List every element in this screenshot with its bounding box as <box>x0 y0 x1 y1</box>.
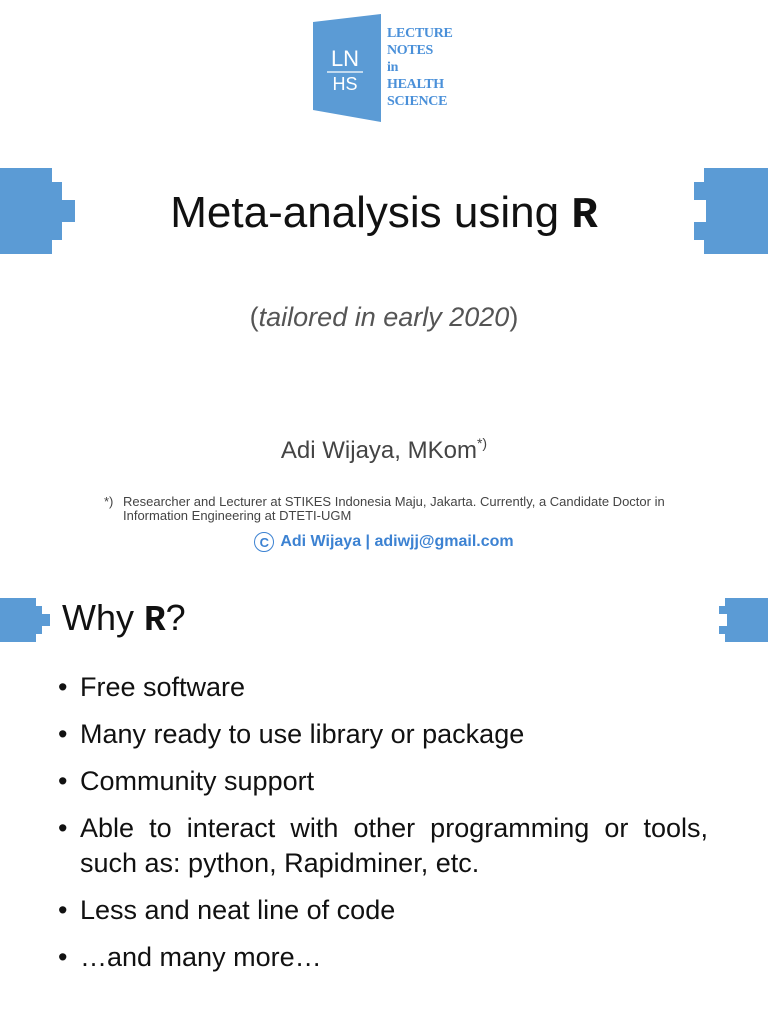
logo-line: NOTES <box>387 43 433 58</box>
list-item-text: Able to interact with other programming or tools, such as: python, Rapidminer, etc. <box>80 813 708 878</box>
logo-icon <box>313 14 383 122</box>
heading-prefix: Why <box>62 597 145 638</box>
footnote <box>104 495 684 523</box>
logo-line: SCIENCE <box>387 94 448 109</box>
logo-line: in <box>387 60 399 75</box>
logo-line: LECTURE <box>387 26 453 41</box>
subtitle-text: tailored in early 2020 <box>258 302 510 332</box>
list-item <box>58 893 708 928</box>
left-tab-decoration-small <box>0 598 50 642</box>
bullet-icon: • <box>58 719 68 749</box>
list-item <box>58 717 708 752</box>
logo-monogram-top: LN <box>330 46 360 71</box>
footnote-mark: *) <box>104 494 114 509</box>
list-item <box>58 940 708 975</box>
list-item <box>58 764 708 799</box>
heading-suffix: ? <box>165 597 186 638</box>
subtitle-close-paren: ) <box>509 302 519 332</box>
list-item <box>58 811 708 881</box>
bullet-icon: • <box>58 813 68 843</box>
title-text: Meta-analysis using <box>170 188 572 237</box>
logo-line: HEALTH <box>387 77 444 92</box>
heading-r-letter: R <box>144 600 166 641</box>
list-item-text: Community support <box>80 766 315 796</box>
slide-subtitle <box>0 302 768 333</box>
list-item-text: Free software <box>80 672 246 702</box>
bullet-list <box>58 670 708 987</box>
author-line <box>0 437 768 465</box>
logo-monogram-bottom: HS <box>332 74 358 94</box>
subtitle-open-paren: ( <box>249 302 259 332</box>
list-item-text: Many ready to use library or package <box>80 719 525 749</box>
list-item-text: …and many more… <box>80 942 322 972</box>
slide-title <box>0 183 768 246</box>
author-footnote-mark: *) <box>476 435 488 451</box>
credit-text: Adi Wijaya | adiwjj@gmail.com <box>280 533 514 551</box>
bullet-icon: • <box>58 942 68 972</box>
section-heading <box>62 594 186 645</box>
credit-line <box>0 532 768 552</box>
author-name: Adi Wijaya, MKom <box>280 437 477 464</box>
list-item-text: Less and neat line of code <box>80 895 396 925</box>
list-item <box>58 670 708 705</box>
copyright-icon: C <box>254 532 274 552</box>
logo-wordmark <box>387 25 477 110</box>
footnote-text: Researcher and Lecturer at STIKES Indonesia Maju, Jakarta. Currently, a Candidate Doctor in Information Engineering at DTETI-UGM <box>123 494 665 523</box>
bullet-icon: • <box>58 895 68 925</box>
right-tab-decoration-small <box>719 598 768 642</box>
bullet-icon: • <box>58 672 68 702</box>
bullet-icon: • <box>58 766 68 796</box>
title-r-letter: R <box>571 191 598 241</box>
